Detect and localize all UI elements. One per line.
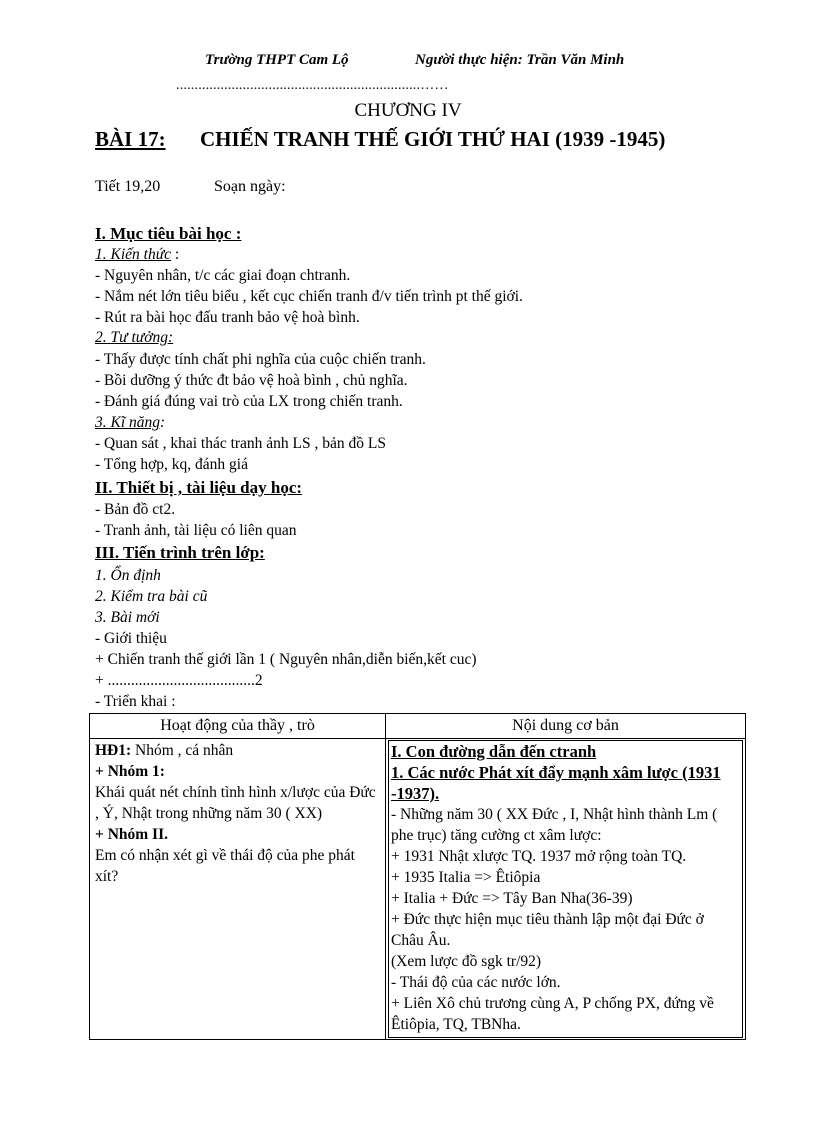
group2-task: Em có nhận xét gì về thái độ của phe phát xít? xyxy=(95,847,355,885)
content-item: (Xem lược đồ sgk tr/92) xyxy=(391,953,542,970)
content-item: + 1935 Italia => Êtiôpia xyxy=(391,869,541,886)
skills-item: - Quan sát , khai thác tranh ảnh LS , bản đồ LS xyxy=(95,435,386,452)
group2-label: + Nhóm II. xyxy=(95,826,168,843)
lesson-label: BÀI 17: xyxy=(95,127,166,151)
col-header-activities: Hoạt động của thầy , trò xyxy=(90,714,386,739)
skills-heading xyxy=(95,413,165,433)
equipment-item: - Bản đồ ct2. xyxy=(95,501,176,518)
lesson-plan-table xyxy=(89,713,746,1040)
content-frame xyxy=(388,740,743,1038)
prep-date-label: Soạn ngày: xyxy=(214,178,286,195)
school-name: Trường THPT Cam Lộ xyxy=(205,52,349,68)
table-row xyxy=(90,739,746,1040)
process-step: 2. Kiểm tra bài cũ xyxy=(95,588,208,605)
process-heading: III. Tiến trình trên lớp: xyxy=(95,543,265,562)
table-header-row xyxy=(90,714,746,739)
thought-item: - Bồi dưỡng ý thức đt bảo vệ hoà bình , chủ nghĩa. xyxy=(95,372,408,389)
period-number: Tiết 19,20 xyxy=(95,178,161,195)
intro-line: - Giới thiệu xyxy=(95,630,167,647)
knowledge-item: - Nắm nét lớn tiêu biểu , kết cục chiến tranh đ/v tiến trình pt thế giới. xyxy=(95,288,523,305)
content-item: + Italia + Đức => Tây Ban Nha(36-39) xyxy=(391,890,633,907)
thought-heading: 2. Tư tưởng: xyxy=(95,329,174,346)
skills-title: 3. Kĩ năng xyxy=(95,414,161,431)
activities-cell xyxy=(90,739,386,1040)
lesson-title: CHIẾN TRANH THẾ GIỚI THỨ HAI (1939 -1945) xyxy=(200,127,666,151)
hd1-text: Nhóm , cá nhân xyxy=(131,742,234,759)
knowledge-item: - Nguyên nhân, t/c các giai đoạn chtranh. xyxy=(95,267,351,284)
intro-line: - Triển khai : xyxy=(95,693,176,710)
process-step: 1. Ổn định xyxy=(95,567,161,584)
group1-task: Khái quát nét chính tình hình x/lược của Đức , Ý, Nhật trong những năm 30 ( XX) xyxy=(95,784,376,822)
thought-item: - Thấy được tính chất phi nghĩa của cuộc chiến tranh. xyxy=(95,351,426,368)
knowledge-item: - Rút ra bài học đấu tranh bảo vệ hoà bình. xyxy=(95,309,360,326)
skills-suffix: : xyxy=(160,414,166,431)
group1-label: + Nhóm 1: xyxy=(95,763,165,780)
skills-item: - Tổng hợp, kq, đánh giá xyxy=(95,456,248,473)
content-item: + 1931 Nhật xlược TQ. 1937 mở rộng toàn TQ. xyxy=(391,848,687,865)
knowledge-heading xyxy=(95,245,179,265)
header-divider: ..................................................................…… xyxy=(176,78,449,93)
objectives-heading: I. Mục tiêu bài học : xyxy=(95,224,242,243)
knowledge-suffix: : xyxy=(171,246,180,263)
intro-line: + ......................................2 xyxy=(95,672,263,689)
content-item: - Những năm 30 ( XX Đức , I, Nhật hình thành Lm ( phe trục) tăng cường ct xâm lược: xyxy=(391,806,718,844)
content-item: - Thái độ của các nước lớn. xyxy=(391,974,561,991)
subsection-title: 1. Các nước Phát xít đẩy mạnh xâm lược (1931 -1937). xyxy=(391,763,721,803)
intro-line: + Chiến tranh thế giới lần 1 ( Nguyên nhân,diễn biến,kết cuc) xyxy=(95,651,477,668)
process-step: 3. Bài mới xyxy=(95,609,160,626)
equipment-item: - Tranh ảnh, tài liệu có liên quan xyxy=(95,522,297,539)
knowledge-title: 1. Kiến thức xyxy=(95,246,172,263)
col-header-content: Nội dung cơ bản xyxy=(386,714,746,739)
teacher-name: Người thực hiện: Trần Văn Minh xyxy=(415,52,625,68)
section-title: I. Con đường dẫn đến ctranh xyxy=(391,742,597,761)
thought-item: - Đánh giá đúng vai trò của LX trong chiến tranh. xyxy=(95,393,403,410)
content-cell xyxy=(386,739,746,1040)
content-item: + Đức thực hiện mục tiêu thành lập một đại Đức ở Châu Âu. xyxy=(391,911,704,949)
content-item: + Liên Xô chủ trương cùng A, P chống PX, đứng về Êtiôpia, TQ, TBNha. xyxy=(391,995,714,1033)
hd1-line xyxy=(95,740,380,761)
chapter-title: CHƯƠNG IV xyxy=(354,100,462,121)
equipment-heading: II. Thiết bị , tài liệu dạy học: xyxy=(95,478,303,497)
hd1-label: HĐ1: xyxy=(95,742,132,759)
